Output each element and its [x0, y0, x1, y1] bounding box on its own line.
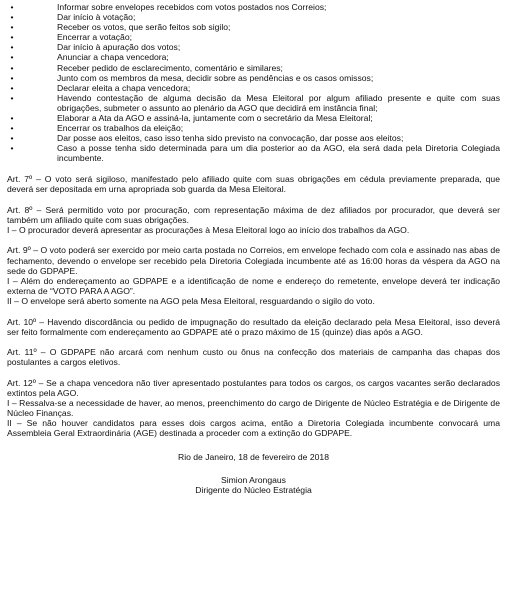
- list-item-text: Declarar eleita a chapa vencedora;: [57, 82, 191, 93]
- bullet-icon: •: [10, 62, 14, 73]
- article-paragraph: Art. 12º – Se a chapa vencedora não tiver apresentado postulantes para todos os cargos, os cargos vacantes serão declarados extintos pela AGO.: [7, 377, 500, 398]
- bullet-list: [7, 2, 500, 164]
- list-item: [7, 12, 500, 22]
- list-item-text: Havendo contestação de alguma decisão da Mesa Eleitoral por algum afiliado presente e quite com suas obrigações, submeter o assunto ao plenário da AGO que decidirá em instância final;: [57, 92, 500, 113]
- signer-title: Dirigente do Núcleo Estratégia: [195, 484, 312, 495]
- article-11: [7, 347, 500, 367]
- article-clause: I – Ressalva-se a necessidade de haver, ao menos, preenchimento do cargo de Dirigente de Núcleo Estratégia e de Dirigente de Núcleo Finanças.: [7, 398, 500, 419]
- list-item-text: Encerrar os trabalhos da eleição;: [57, 123, 184, 134]
- bullet-icon: •: [10, 82, 14, 93]
- article-paragraph: Art. 11º – O GDPAPE não arcará com nenhum custo ou ônus na confecção dos materiais de campanha das chapas dos postulantes a cargos eletivos.: [7, 347, 500, 368]
- closing-block: [7, 452, 500, 494]
- bullet-icon: •: [10, 72, 14, 83]
- place-date: Rio de Janeiro, 18 de fevereiro de 2018: [178, 452, 329, 463]
- list-item-text: Junto com os membros da mesa, decidir sobre as pendências e os casos omissos;: [57, 72, 374, 83]
- list-item: [7, 83, 500, 93]
- signature-block: [7, 475, 500, 495]
- list-item-text: Dar início à apuração dos votos;: [57, 42, 181, 53]
- article-paragraph: Art. 10º – Havendo discordância ou pedido de impugnação do resultado da eleição declarado pela Mesa Eleitoral, isso deverá ser feito formalmente com endereçamento ao GDPAPE até o prazo máximo de 15 (quinze) dias após a AGO.: [7, 316, 500, 337]
- list-item: [7, 52, 500, 62]
- list-item: [7, 73, 500, 83]
- list-item: [7, 143, 500, 163]
- bullet-icon: •: [10, 92, 14, 103]
- article-paragraph: Art. 7º – O voto será sigiloso, manifestado pelo afiliado quite com suas obrigações em cédula previamente preparada, que deverá ser depositada em urna apropriada sob guarda da Mesa Eleitoral.: [7, 174, 500, 195]
- article-10: [7, 317, 500, 337]
- list-item: [7, 133, 500, 143]
- list-item: [7, 93, 500, 113]
- bullet-icon: •: [10, 42, 14, 53]
- bullet-icon: •: [10, 2, 14, 12]
- article-8: [7, 205, 500, 235]
- list-item: [7, 42, 500, 52]
- article-clause: I – Além do endereçamento ao GDPAPE e a identificação de nome e endereço do remetente, envelope deverá ter indicação externa de “VOTO PARA A AGO”.: [7, 275, 500, 296]
- bullet-icon: •: [10, 143, 14, 154]
- article-12: [7, 378, 500, 439]
- list-item: [7, 113, 500, 123]
- list-item: [7, 22, 500, 32]
- signer-name: Simion Arongaus: [221, 474, 286, 485]
- article-clause: II – Se não houver candidatos para esses dois cargos acima, então a Diretoria Colegiada incumbente convocará uma Assembleia Geral Extraordinária (AGE) destinada a proceder com a extinção do GDPAPE.: [7, 418, 500, 439]
- article-clause: I – O procurador deverá apresentar as procurações à Mesa Eleitoral logo ao início dos trabalhos da AGO.: [7, 224, 410, 235]
- list-item-text: Elaborar a Ata da AGO e assiná-la, juntamente com o secretário da Mesa Eleitoral;: [57, 113, 373, 124]
- bullet-icon: •: [10, 123, 14, 134]
- list-item: [7, 63, 500, 73]
- list-item-text: Informar sobre envelopes recebidos com votos postados nos Correios;: [57, 2, 327, 12]
- bullet-icon: •: [10, 113, 14, 124]
- bullet-icon: •: [10, 52, 14, 63]
- list-item-text: Anunciar a chapa vencedora;: [57, 52, 169, 63]
- list-item: [7, 32, 500, 42]
- bullet-icon: •: [10, 22, 14, 33]
- list-item-text: Receber os votos, que serão feitos sob sigilo;: [57, 22, 231, 33]
- list-item-text: Receber pedido de esclarecimento, comentário e similares;: [57, 62, 283, 73]
- article-9: [7, 245, 500, 306]
- bullet-icon: •: [10, 133, 14, 144]
- list-item-text: Encerrar a votação;: [57, 32, 132, 43]
- article-paragraph: Art. 9º – O voto poderá ser exercido por meio carta postada no Correios, em envelope fechado com cola e assinado nas abas de fechamento, devendo o envelope ser recebido pela Diretoria Colegiada incumbente até as 16:00 horas da véspera da AGO na sede do GDPAPE.: [7, 245, 500, 276]
- list-item-text: Dar início à votação;: [57, 12, 136, 23]
- article-paragraph: Art. 8º – Será permitido voto por procuração, com representação máxima de dez afiliados por procurador, que deverá ser também um afiliado quite com suas obrigações.: [7, 204, 500, 225]
- article-clause: II – O envelope será aberto somente na AGO pela Mesa Eleitoral, resguardando o sigilo do voto.: [7, 295, 375, 306]
- list-item-text: Dar posse aos eleitos, caso isso tenha sido previsto na convocação, dar posse aos eleitos;: [57, 133, 404, 144]
- bullet-icon: •: [10, 32, 14, 43]
- list-item-text: Caso a posse tenha sido determinada para um dia posterior ao da AGO, ela será dada pela Diretoria Colegiada incumbente.: [57, 143, 500, 164]
- list-item: [7, 2, 500, 12]
- article-7: [7, 174, 500, 194]
- list-item: [7, 123, 500, 133]
- bullet-icon: •: [10, 12, 14, 23]
